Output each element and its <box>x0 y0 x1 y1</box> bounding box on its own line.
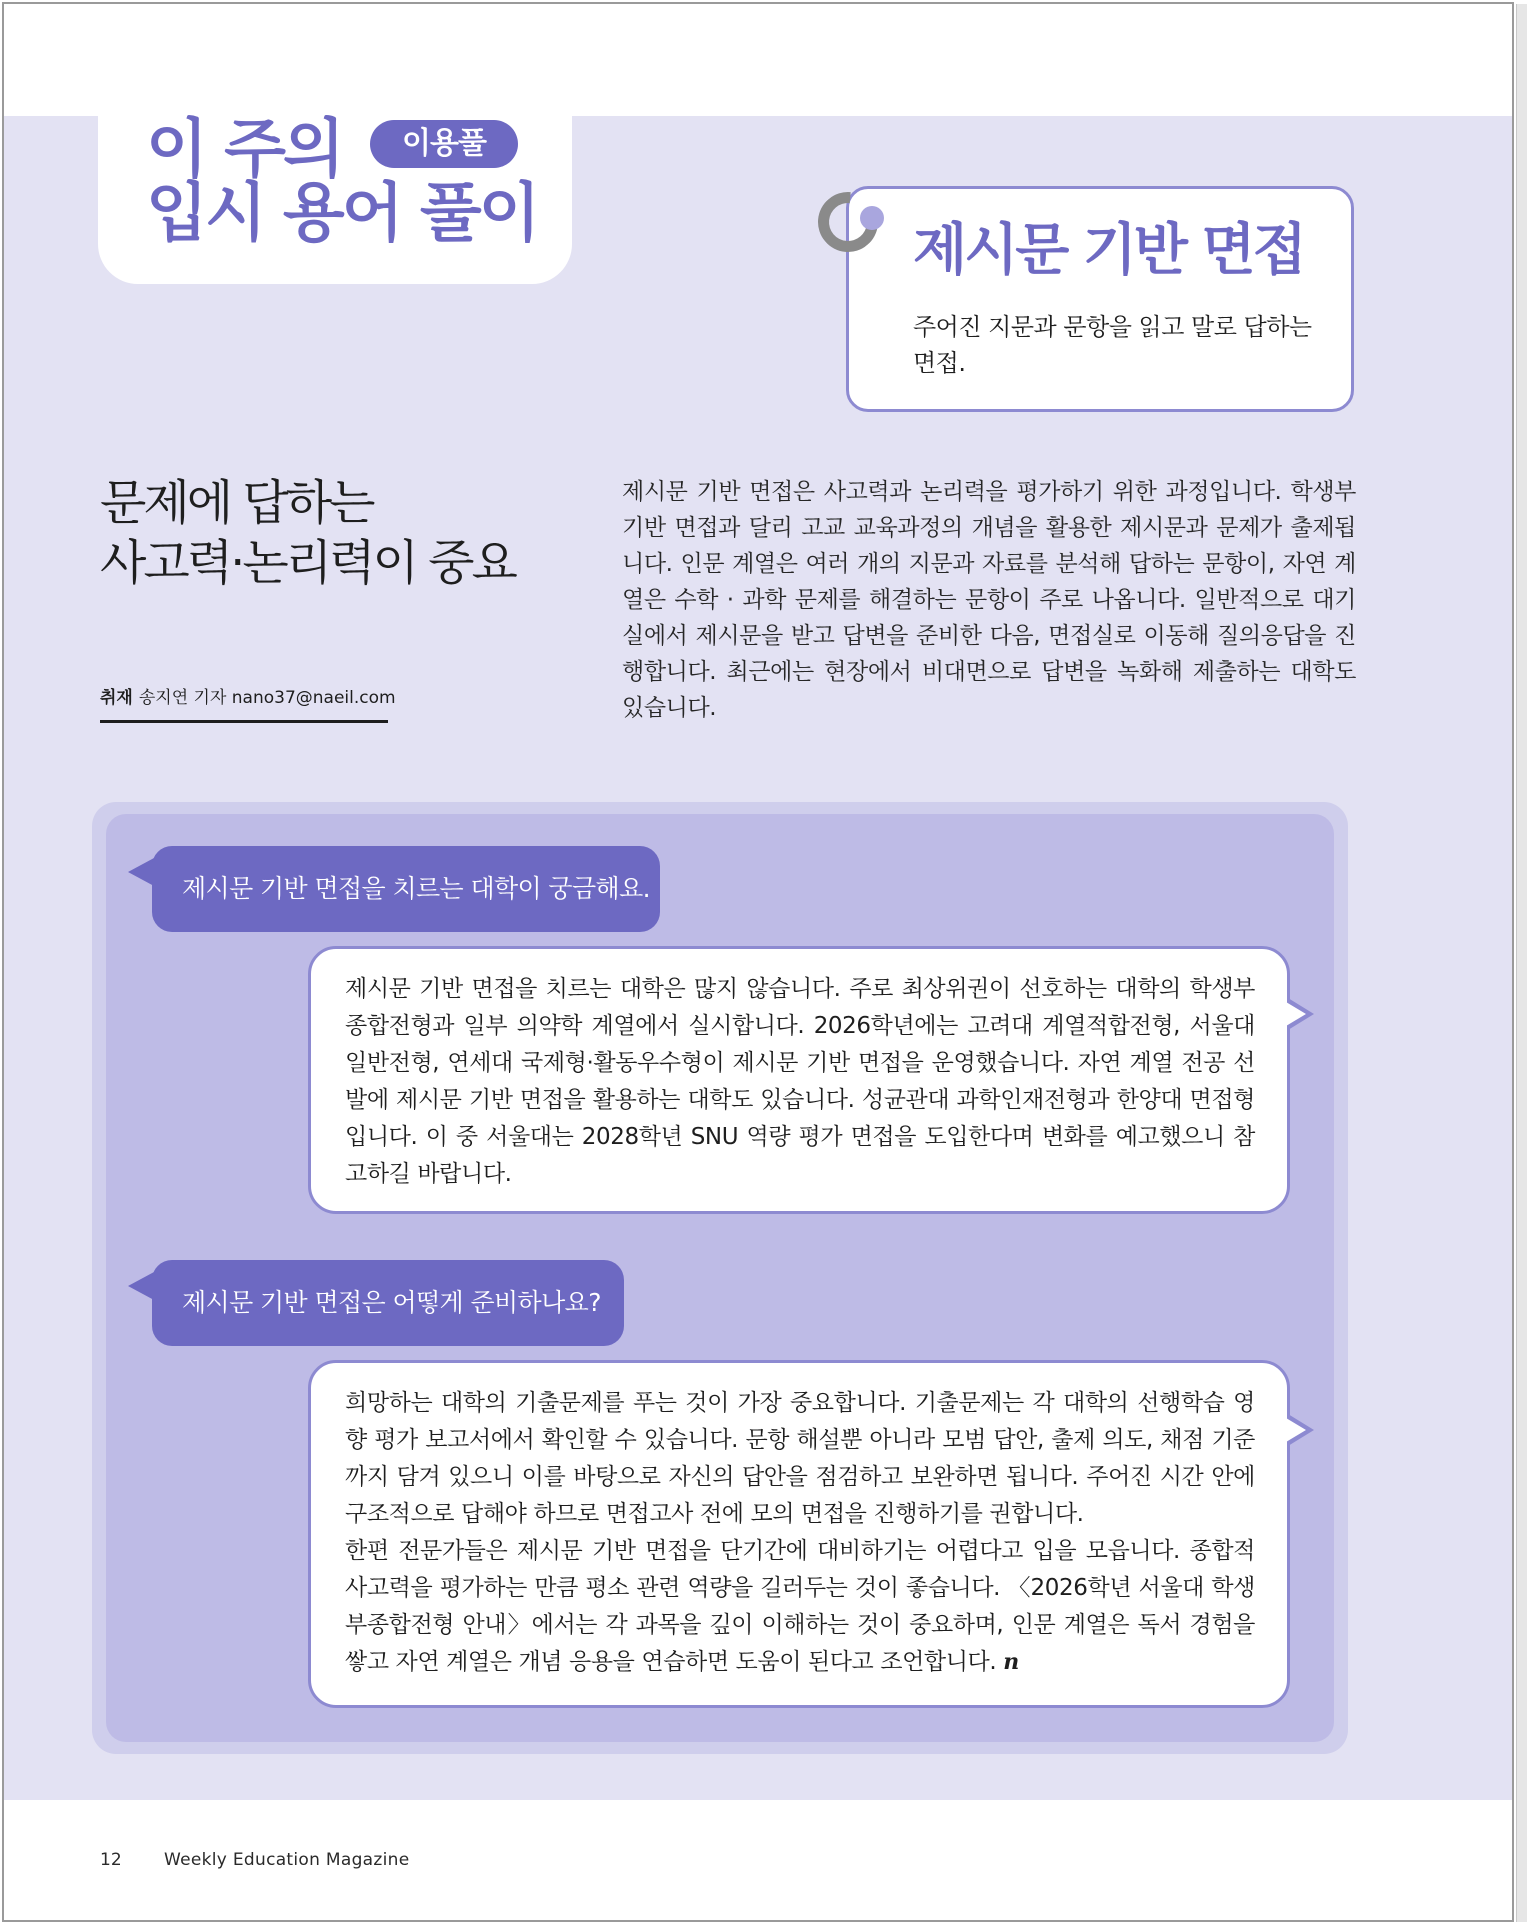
footer-page-number: 12 <box>100 1850 122 1870</box>
article-headline-line2: 사고력·논리력이 중요 <box>100 535 515 591</box>
byline-text: 송지연 기자 nano37@naeil.com <box>138 688 396 708</box>
question-bubble-tail <box>128 858 154 886</box>
question-bubble-1: 제시문 기반 면접을 치르는 대학이 궁금해요. <box>152 846 660 932</box>
page <box>2 2 1514 1922</box>
article-headline-line1: 문제에 답하는 <box>100 475 373 531</box>
question-bubble-2: 제시문 기반 면접은 어떻게 준비하나요? <box>152 1260 624 1346</box>
section-title-tab <box>98 113 572 284</box>
answer-text-2-p1: 희망하는 대학의 기출문제를 푸는 것이 가장 중요합니다. 기출문제는 각 대학의 선행학습 영향 평가 보고서에서 확인할 수 있습니다. 문항 해설뿐 아니라 모범 답안, 출제 의도, 채점 기준까지 담겨 있으니 이를 바탕으로 자신의 답안을 점검하고 보완하면 됩니다. 주어진 시간 안에 구조적으로 답해야 하므로 면접고사 전에 모의 면접을 진행하기를 권합니다. <box>345 1390 1255 1527</box>
answer-bubble-tail-fill <box>1286 1002 1306 1026</box>
answer-text-1: 제시문 기반 면접을 치르는 대학은 많지 않습니다. 주로 최상위권이 선호하는 대학의 학생부종합전형과 일부 의약학 계열에서 실시합니다. 2026학년에는 고려대 계열적합전형, 서울대 일반전형, 연세대 국제형·활동우수형이 제시문 기반 면접을 운영했습니다. 자연 계열 전공 선발에 제시문 기반 면접을 활용하는 대학도 있습니다. 성균관대 과학인재전형과 한양대 면접형입니다. 이 중 서울대는 2028학년 SNU 역량 평가 면접을 도입한다며 변화를 예고했으니 참고하길 바랍니다. <box>345 976 1255 1187</box>
byline-label: 취재 <box>100 688 133 708</box>
term-definition: 주어진 지문과 문항을 읽고 말로 답하는 면접. <box>913 313 1312 377</box>
page-edge <box>1516 4 1527 1922</box>
answer-bubble-tail-fill <box>1286 1418 1306 1442</box>
byline <box>100 684 396 723</box>
section-title-line1: 이 주의 <box>146 113 342 187</box>
article-intro: 제시문 기반 면접은 사고력과 논리력을 평가하기 위한 과정입니다. 학생부 기반 면접과 달리 고교 교육과정의 개념을 활용한 제시문과 문제가 출제됩니다. 인문 계열은 여러 개의 지문과 자료를 분석해 답하는 문항이, 자연 계열은 수학 · 과학 문제를 해결하는 문항이 주로 나옵니다. 일반적으로 대기실에서 제시문을 받고 답변을 준비한 다음, 면접실로 이동해 질의응답을 진행합니다. 최근에는 현장에서 비대면으로 답변을 녹화해 제출하는 대학도 있습니다. <box>622 479 1356 721</box>
end-mark-icon: n <box>1003 1649 1019 1675</box>
section-title-line2: 입시 용어 풀이 <box>146 177 538 251</box>
dot-icon <box>860 206 884 230</box>
answer-bubble-1 <box>308 946 1290 1214</box>
footer-magazine-name: Weekly Education Magazine <box>164 1850 410 1870</box>
term-title: 제시문 기반 면접 <box>913 218 1304 283</box>
question-bubble-tail <box>128 1272 154 1300</box>
answer-text-2-p2-body: 한편 전문가들은 제시문 기반 면접을 단기간에 대비하기는 어렵다고 입을 모읍니다. 종합적 사고력을 평가하는 만큼 평소 관련 역량을 길러두는 것이 좋습니다. 〈2026학년 서울대 학생부종합전형 안내〉에서는 각 과목을 깊이 이해하는 것이 중요하며, 인문 계열은 독서 경험을 쌓고 자연 계열은 개념 응용을 연습하면 도움이 된다고 조언합니다. <box>345 1538 1255 1675</box>
section-badge: 이용풀 <box>370 120 518 168</box>
term-card <box>846 186 1354 412</box>
answer-bubble-2 <box>308 1360 1290 1708</box>
answer-text-2-p2 <box>345 1533 1255 1681</box>
